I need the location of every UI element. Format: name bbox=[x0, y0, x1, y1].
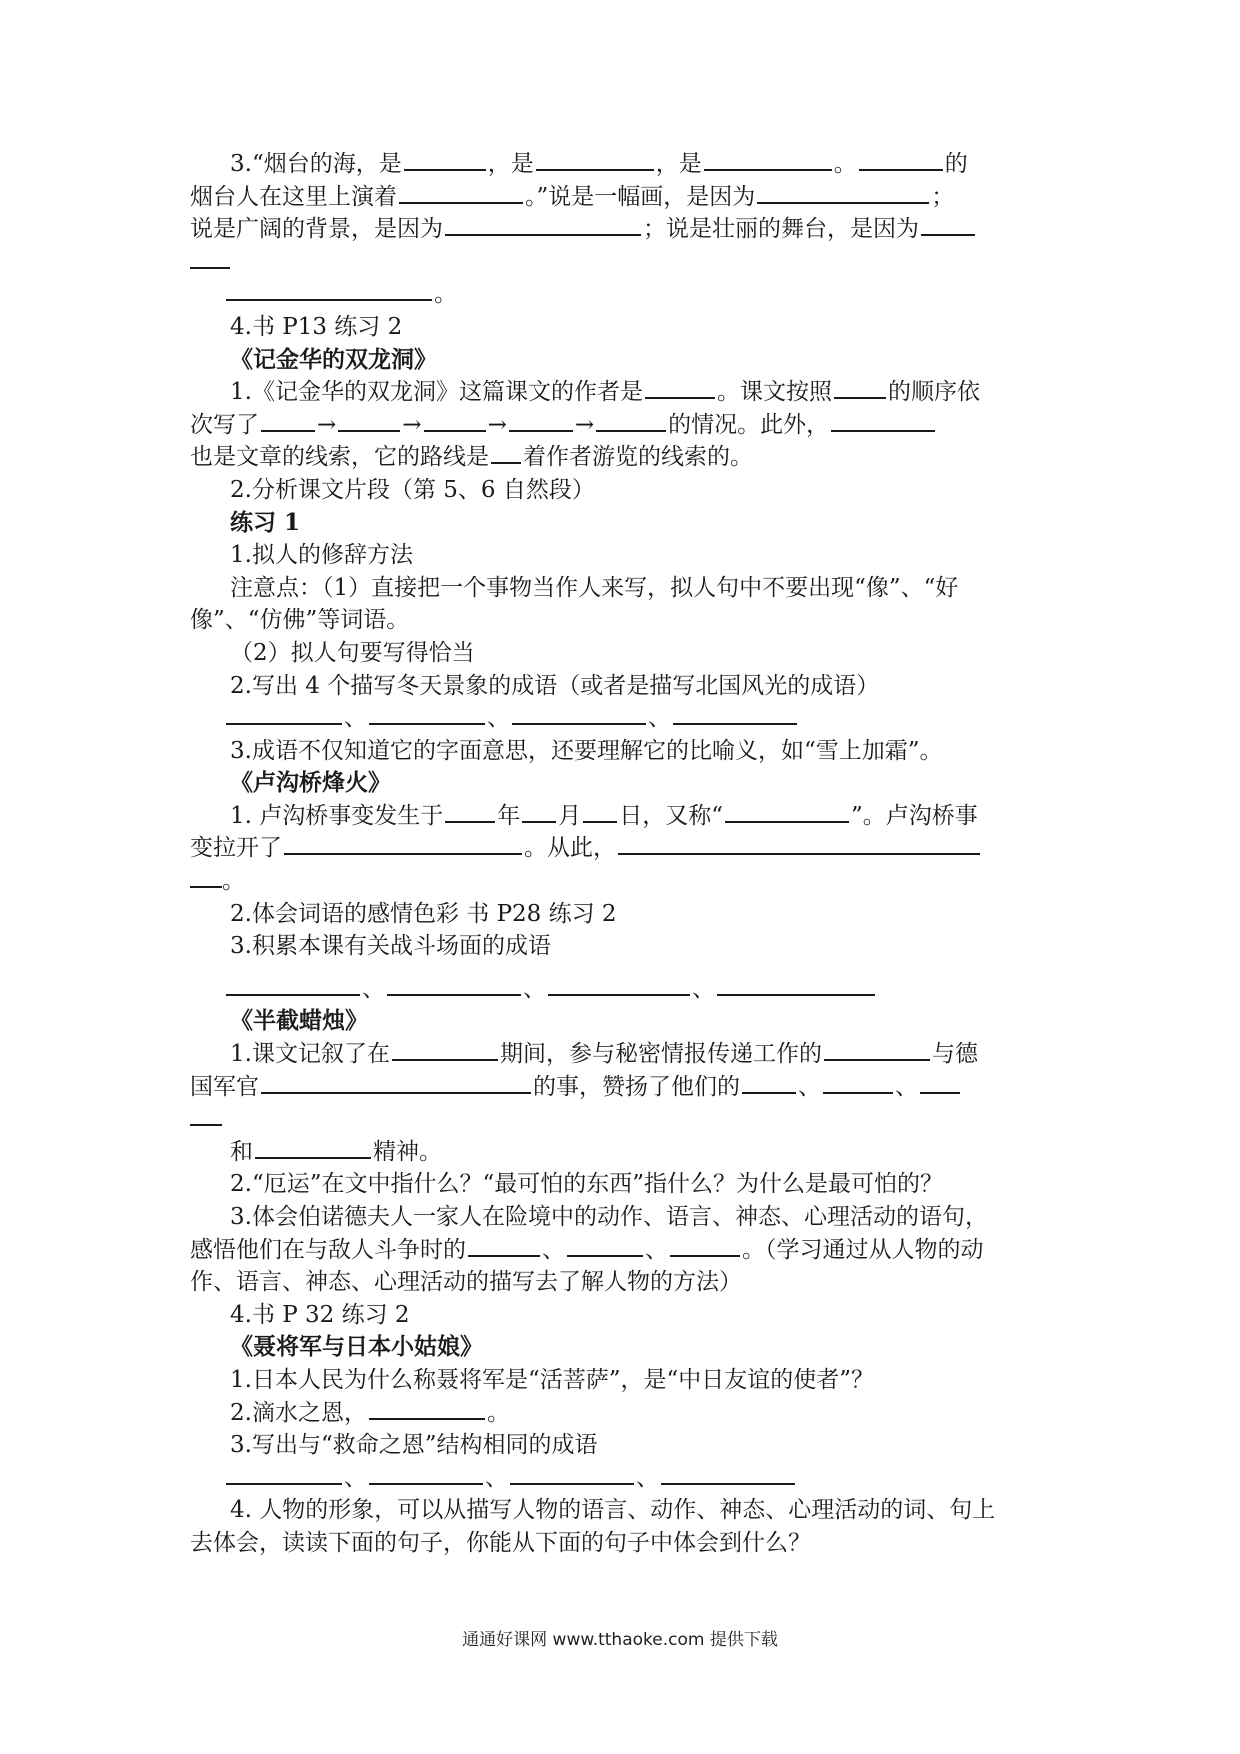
blank[interactable] bbox=[512, 703, 646, 725]
blank[interactable] bbox=[190, 1104, 222, 1126]
blank[interactable] bbox=[920, 1072, 960, 1094]
nj-q1: 1.日本人民为什么称聂将军是“活菩萨”，是“中日友谊的使者”？ bbox=[230, 1366, 874, 1393]
ex1-q1: 1.拟人的修辞方法 bbox=[230, 542, 413, 569]
blank[interactable] bbox=[596, 410, 666, 432]
bj-q4: 4.书 P 32 练习 2 bbox=[230, 1301, 410, 1328]
q3-line2: 烟台人在这里上演着 。”说是一幅画，是因为 ； bbox=[190, 183, 955, 210]
blank[interactable] bbox=[725, 801, 849, 823]
blank[interactable] bbox=[261, 1072, 531, 1094]
blank[interactable] bbox=[834, 377, 886, 399]
q3-line3: 说是广阔的背景，是因为 ；说是壮丽的舞台，是因为 bbox=[190, 213, 1070, 246]
blank[interactable] bbox=[369, 1398, 485, 1420]
blank[interactable] bbox=[424, 410, 486, 432]
q3-line4 bbox=[190, 246, 1070, 279]
footer-text: 通通好课网 www.tthaoke.com 提供下载 bbox=[462, 1630, 778, 1650]
blank[interactable] bbox=[369, 1463, 483, 1485]
blank[interactable] bbox=[823, 1072, 893, 1094]
ex1-note-line1: 注意点：（1）直接把一个事物当作人来写，拟人句中不要出现“像”、“好 bbox=[230, 574, 959, 601]
blank[interactable] bbox=[226, 974, 360, 996]
q3-line1: 3.“烟台的海，是 ，是 ，是 。 的 bbox=[230, 151, 968, 177]
section-title-banjielazhu: 《半截蜡烛》 bbox=[230, 1007, 368, 1035]
blank[interactable] bbox=[921, 214, 975, 236]
blank[interactable] bbox=[824, 1039, 930, 1061]
bj-q1-line2: 国军官 的事，赞扬了他们的 、 、 bbox=[190, 1071, 1070, 1104]
lg-q1-line1: 1. 卢沟桥事变发生于 年 月 日，又称“ ”。卢沟桥事 bbox=[230, 802, 978, 829]
nj-q2: 2.滴水之恩， 。 bbox=[230, 1399, 510, 1426]
ex1-q2: 2.写出 4 个描写冬天景象的成语（或者是描写北国风光的成语） bbox=[230, 672, 880, 699]
blank[interactable] bbox=[190, 866, 222, 888]
document-body bbox=[190, 148, 1070, 1560]
q3-line5: 。 bbox=[190, 278, 1070, 311]
blank[interactable] bbox=[399, 182, 523, 204]
blank[interactable] bbox=[226, 1463, 342, 1485]
blank[interactable] bbox=[522, 801, 556, 823]
blank[interactable] bbox=[387, 974, 521, 996]
blank[interactable] bbox=[392, 1039, 498, 1061]
blank[interactable] bbox=[369, 703, 485, 725]
blank[interactable] bbox=[618, 833, 980, 855]
lg-q3-blanks: 、 、 、 bbox=[190, 973, 1070, 1006]
blank[interactable] bbox=[261, 410, 315, 432]
section-title-exercise1: 练习 1 bbox=[230, 508, 301, 536]
nj-q4-line2: 去体会，读读下面的句子，你能从下面的句子中体会到什么？ bbox=[190, 1529, 811, 1556]
lg-q1-line2: 变拉开了 。从此， bbox=[190, 832, 1070, 865]
blank[interactable] bbox=[338, 410, 400, 432]
ex1-q3: 3.成语不仅知道它的字面意思，还要理解它的比喻义，如“雪上加霜”。 bbox=[230, 737, 943, 764]
ex1-q2-blanks: 、 、 、 bbox=[190, 702, 1070, 735]
blank[interactable] bbox=[226, 279, 432, 301]
nj-q3: 3.写出与“救命之恩”结构相同的成语 bbox=[230, 1432, 598, 1459]
q4-text: 4.书 P13 练习 2 bbox=[230, 313, 403, 340]
blank[interactable] bbox=[673, 703, 797, 725]
blank[interactable] bbox=[859, 149, 943, 171]
lg-q3: 3.积累本课有关战斗场面的成语 bbox=[230, 933, 551, 960]
sl-q1-line3: 也是文章的线索，它的路线是 着作者游览的线索的。 bbox=[190, 444, 753, 471]
lg-q1-line3: 。 bbox=[190, 865, 1070, 898]
sl-q2-text: 2.分析课文片段（第 5、6 自然段） bbox=[230, 476, 595, 503]
blank[interactable] bbox=[190, 247, 230, 269]
blank[interactable] bbox=[757, 182, 929, 204]
blank[interactable] bbox=[670, 1235, 740, 1257]
blank[interactable] bbox=[491, 442, 521, 464]
blank[interactable] bbox=[255, 1137, 371, 1159]
blank[interactable] bbox=[567, 1235, 643, 1257]
sl-q1-line1: 1.《记金华的双龙洞》这篇课文的作者是 。课文按照 的顺序依 bbox=[230, 379, 980, 406]
sl-q1-line2: 次写了 → → → → 的情况。此外， bbox=[190, 409, 1070, 442]
blank[interactable] bbox=[548, 974, 690, 996]
ex1-note-line2: 像”、“仿佛”等词语。 bbox=[190, 607, 410, 634]
blank[interactable] bbox=[510, 1463, 634, 1485]
lg-q2: 2.体会词语的感情色彩 书 P28 练习 2 bbox=[230, 900, 617, 927]
section-title-shuanglongdong: 《记金华的双龙洞》 bbox=[230, 345, 437, 373]
ex1-note-2: （2）拟人句要写得恰当 bbox=[230, 639, 475, 666]
section-title-niejiangjun: 《聂将军与日本小姑娘》 bbox=[230, 1333, 483, 1361]
blank[interactable] bbox=[583, 801, 617, 823]
blank[interactable] bbox=[404, 149, 486, 171]
bj-q2: 2.“厄运”在文中指什么？“最可怕的东西”指什么？为什么是最可怕的？ bbox=[230, 1171, 943, 1198]
bj-q1-line3 bbox=[190, 1103, 1070, 1136]
blank[interactable] bbox=[661, 1463, 795, 1485]
blank[interactable] bbox=[717, 974, 875, 996]
blank[interactable] bbox=[645, 377, 715, 399]
blank[interactable] bbox=[509, 410, 573, 432]
bj-q1-line1: 1.课文记叙了在 期间，参与秘密情报传递工作的 与德 bbox=[230, 1041, 978, 1068]
blank[interactable] bbox=[226, 703, 342, 725]
blank[interactable] bbox=[742, 1072, 796, 1094]
blank[interactable] bbox=[445, 801, 495, 823]
section-title-lugouqiao: 《卢沟桥烽火》 bbox=[230, 769, 391, 797]
blank[interactable] bbox=[445, 214, 641, 236]
blank[interactable] bbox=[536, 149, 654, 171]
bj-q3-line2: 感悟他们在与敌人斗争时的 、 、 。（学习通过从人物的动 bbox=[190, 1236, 984, 1263]
blank[interactable] bbox=[284, 833, 522, 855]
nj-q4-line1: 4. 人物的形象，可以从描写人物的语言、动作、神态、心理活动的词、句上 bbox=[230, 1497, 996, 1524]
bj-q1-line4: 和 精神。 bbox=[230, 1138, 442, 1165]
nj-q3-blanks: 、 、 、 bbox=[190, 1462, 1070, 1495]
bj-q3-line3: 作、语言、神态、心理活动的描写去了解人物的方法） bbox=[190, 1269, 742, 1296]
bj-q3-line1: 3.体会伯诺德夫人一家人在险境中的动作、语言、神态、心理活动的语句， bbox=[230, 1204, 988, 1230]
blank[interactable] bbox=[468, 1235, 540, 1257]
blank[interactable] bbox=[704, 149, 832, 171]
blank[interactable] bbox=[831, 410, 935, 432]
